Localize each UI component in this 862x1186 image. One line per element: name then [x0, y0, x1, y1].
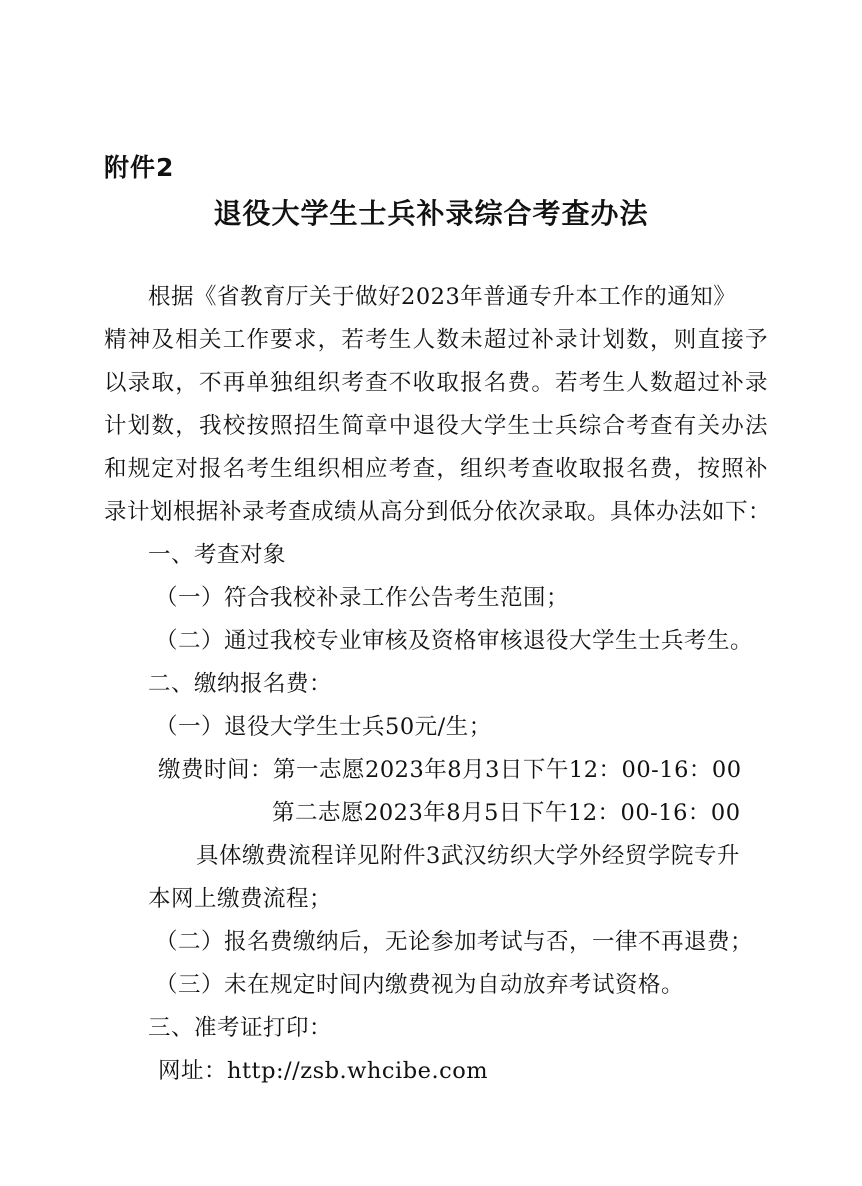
intro-line-2: 精神及相关工作要求，若考生人数未超过补录计划数，则直接予: [104, 327, 768, 353]
section1-item-1: （一）符合我校补录工作公告考生范围；: [155, 585, 570, 611]
intro-line-6: 录计划根据补录考查成绩从高分到低分依次录取。具体办法如下：: [104, 499, 772, 525]
intro-line-5: 和规定对报名考生组织相应考查，组织考查收取报名费，按照补: [104, 456, 768, 482]
fee-process-line-2: 本网上缴费流程；: [148, 886, 333, 912]
section2-heading: 二、缴纳报名费：: [148, 671, 333, 697]
intro-line-4: 计划数，我校按照招生简章中退役大学生士兵综合考查有关办法: [104, 413, 768, 439]
section2-item-2: （二）报名费缴纳后，无论参加考试与否，一律不再退费；: [155, 929, 754, 955]
section2-item-3: （三）未在规定时间内缴费视为自动放弃考试资格。: [155, 972, 685, 998]
attachment-label: 附件2: [104, 153, 175, 182]
section3-heading: 三、准考证打印：: [148, 1015, 333, 1041]
website-text: 网址：http://zsb.whcibe.com: [158, 1058, 489, 1084]
section2-item-1: （一）退役大学生士兵50元/生；: [155, 714, 492, 740]
intro-line-1: 根据《省教育厅关于做好2023年普通专升本工作的通知》: [148, 284, 737, 310]
section1-item-2: （二）通过我校专业审核及资格审核退役大学生士兵考生。: [155, 628, 754, 654]
section1-heading: 一、考查对象: [148, 542, 287, 568]
fee-time-second: 第二志愿2023年8月5日下午12：00-16：00: [272, 800, 741, 826]
intro-line-3: 以录取，不再单独组织考查不收取报名费。若考生人数超过补录: [104, 370, 768, 396]
document-title: 退役大学生士兵补录综合考查办法: [213, 197, 649, 230]
fee-process-line-1: 具体缴费流程详见附件3武汉纺织大学外经贸学院专升: [196, 843, 740, 869]
fee-time-first: 缴费时间：第一志愿2023年8月3日下午12：00-16：00: [158, 757, 742, 783]
